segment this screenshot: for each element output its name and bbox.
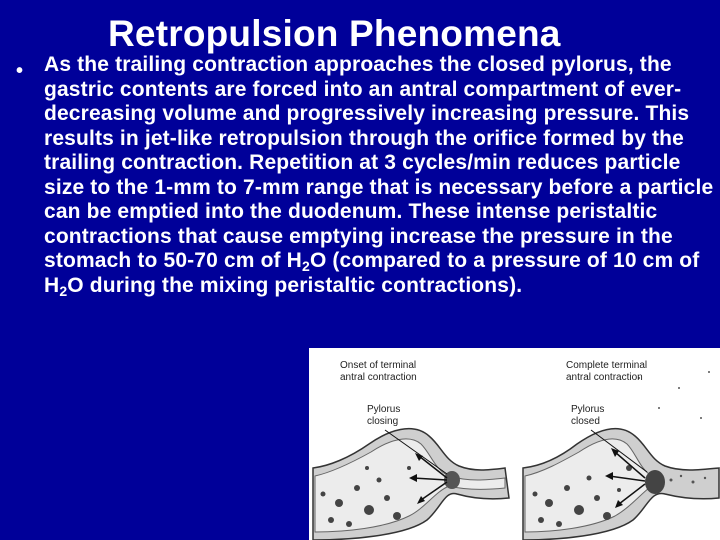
right-heading-line2: antral contraction: [566, 372, 643, 383]
right-panel: [523, 360, 719, 540]
paragraph-text: As the trailing contraction approaches the closed pylorus, the gastric contents are forced into an antral compartment of ever-decreasing volume and progressively increasing pressure. This results in jet-like retropulsion through the orifice formed by the trailing contraction. Repetition at 3 cycles/min reduces particle size to the 1-mm to 7-mm range that is necessary before a particle can be emptied into the duodenum. These intense peristaltic contractions that cause emptying increase the pressure in the stomach to 50-70 cm of H: [44, 53, 714, 272]
right-label-line2: closed: [571, 416, 600, 427]
right-pylorus-closed: [645, 470, 665, 494]
slide-title: Retropulsion Phenomena: [108, 13, 561, 54]
body-paragraph: [44, 53, 716, 298]
subscript-2: 2: [302, 258, 310, 274]
left-heading-line1: Onset of terminal: [340, 360, 417, 371]
left-panel: [313, 360, 509, 540]
paragraph-text-tail: O during the mixing peristaltic contractions).: [67, 273, 523, 297]
left-label-line2: closing: [367, 416, 399, 427]
subscript-2-second: 2: [59, 282, 68, 299]
right-label-line1: Pylorus: [571, 404, 605, 415]
left-heading-line2: antral contraction: [340, 372, 417, 383]
bullet-marker: •: [16, 60, 24, 82]
paragraph-text-continued: O (compared to a pressure of 10 cm of H: [44, 249, 700, 297]
stomach-illustration: [309, 348, 720, 540]
left-label-line1: Pylorus: [367, 404, 401, 415]
retropulsion-figure: [309, 348, 720, 540]
right-heading-line1: Complete terminal: [566, 360, 648, 371]
